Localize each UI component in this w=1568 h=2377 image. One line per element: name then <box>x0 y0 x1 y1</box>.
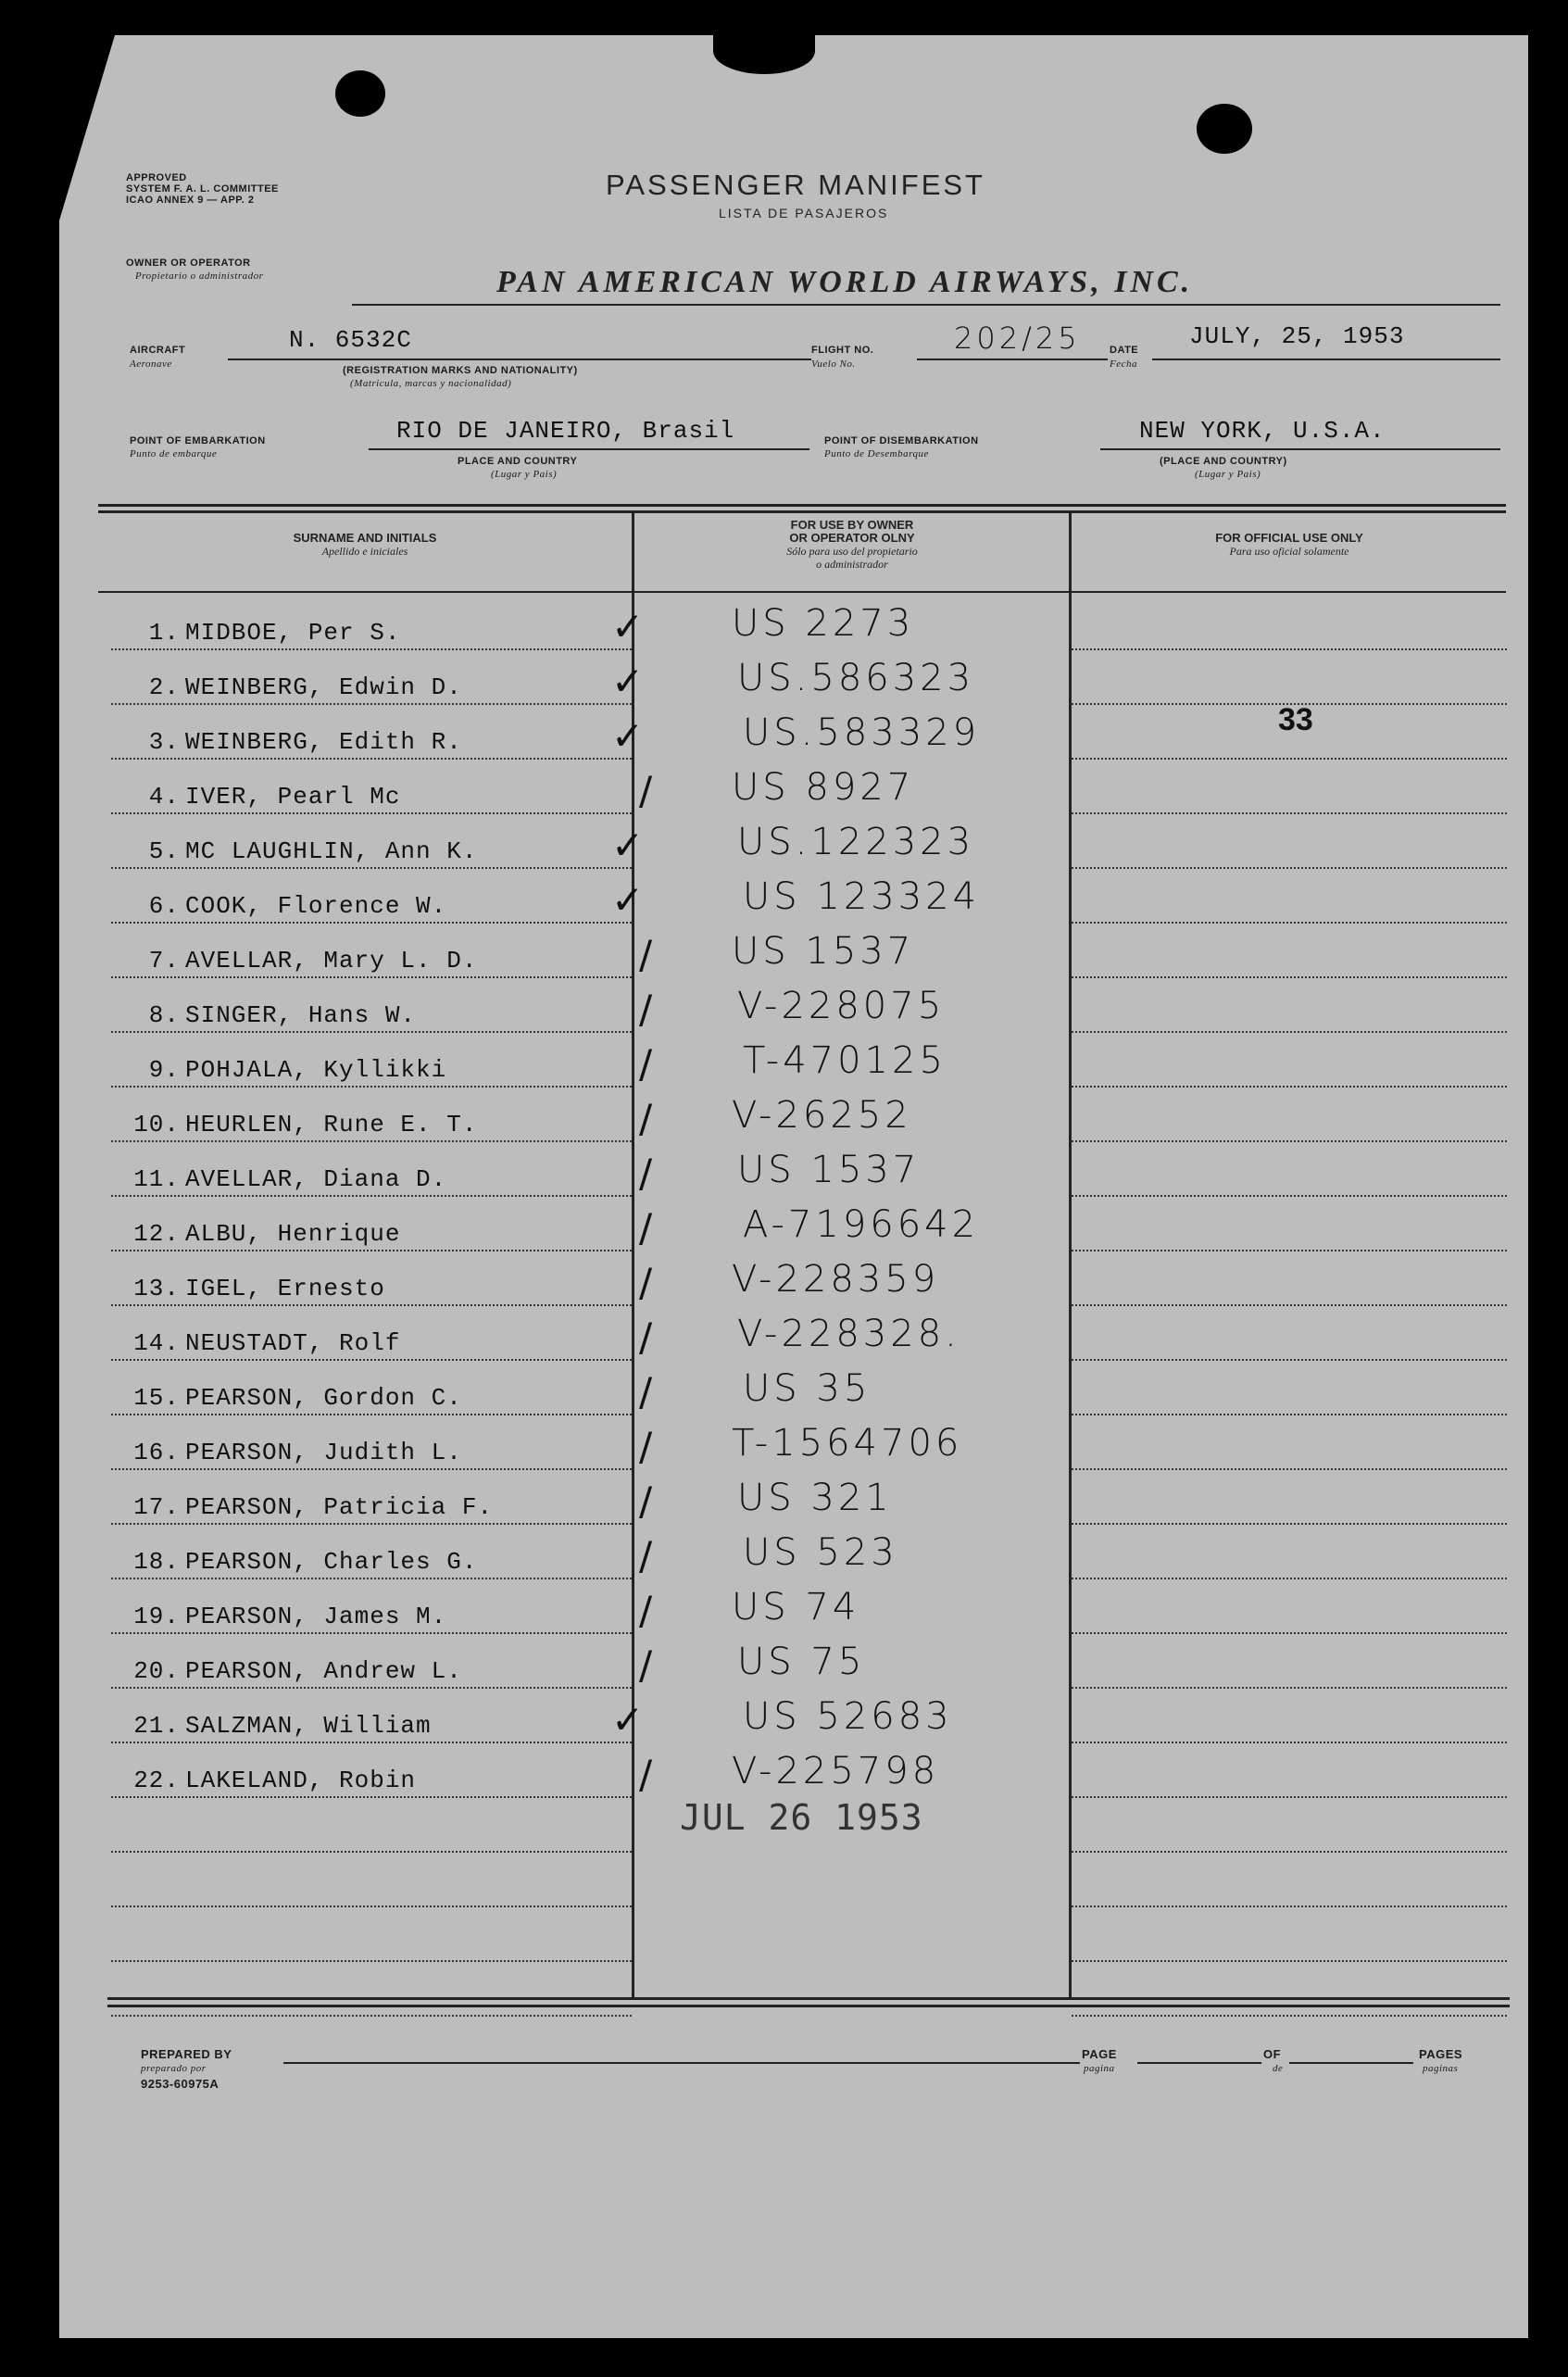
row-rule <box>111 1468 632 1470</box>
punch-hole-left <box>335 70 385 117</box>
official-mark: 33 <box>1278 702 1313 737</box>
passenger-name: SINGER, Hans W. <box>185 1001 417 1029</box>
check-mark: / <box>639 1151 653 1196</box>
aircraft-value: N. 6532C <box>289 326 412 354</box>
passenger-name: SALZMAN, William <box>185 1712 432 1740</box>
row-rule <box>111 976 632 978</box>
row-rule <box>111 1140 632 1142</box>
of-label: OF <box>1263 2047 1282 2061</box>
embarkation-label-es: Punto de embarque <box>130 448 218 459</box>
official-row-rule <box>1072 1304 1507 1306</box>
row-rule <box>111 1195 632 1197</box>
passenger-name: ALBU, Henrique <box>185 1220 401 1248</box>
official-row-rule <box>1072 1687 1507 1689</box>
document-number: US 74 <box>732 1586 860 1629</box>
row-rule <box>111 1851 632 1853</box>
passenger-name: MIDBOE, Per S. <box>185 619 401 647</box>
check-mark: ✓ <box>611 877 645 923</box>
disembarkation-label: POINT OF DISEMBARKATION <box>824 435 979 446</box>
row-number: 19. <box>133 1603 180 1630</box>
column-header-official-es: Para uso oficial solamente <box>1229 545 1349 558</box>
row-number: 3. <box>148 728 180 756</box>
row-rule <box>111 1632 632 1634</box>
column-header-name <box>98 532 632 558</box>
disembarkation-underline <box>1100 448 1500 450</box>
check-mark: / <box>639 1041 653 1087</box>
official-row-rule <box>1072 1851 1507 1853</box>
official-row-rule <box>1072 867 1507 869</box>
official-row-rule <box>1072 922 1507 924</box>
document-number: US.583329 <box>743 711 981 754</box>
table-top-rule-2 <box>98 510 1506 513</box>
passenger-name: NEUSTADT, Rolf <box>185 1329 401 1357</box>
check-mark: / <box>639 1588 653 1633</box>
row-rule <box>111 1414 632 1415</box>
prepared-by-underline <box>283 2062 1080 2064</box>
check-mark: / <box>639 768 653 813</box>
check-mark: / <box>639 1096 653 1141</box>
passenger-name: LAKELAND, Robin <box>185 1767 417 1794</box>
check-mark: / <box>639 1260 653 1305</box>
row-rule <box>111 1578 632 1579</box>
row-rule <box>111 1905 632 1907</box>
check-mark: ✓ <box>611 823 645 868</box>
company-name: PAN AMERICAN WORLD AIRWAYS, INC. <box>496 265 1194 299</box>
check-mark: ✓ <box>611 1697 645 1742</box>
owner-underline <box>352 304 1500 306</box>
official-row-rule <box>1072 1742 1507 1743</box>
row-rule <box>111 1359 632 1361</box>
embarkation-note: PLACE AND COUNTRY <box>458 456 578 467</box>
passenger-name: WEINBERG, Edwin D. <box>185 673 462 701</box>
official-row-rule <box>1072 1195 1507 1197</box>
row-number: 4. <box>148 783 180 811</box>
row-rule <box>111 1250 632 1251</box>
page-label: PAGE <box>1082 2047 1117 2061</box>
passenger-name: PEARSON, James M. <box>185 1603 447 1630</box>
official-row-rule <box>1072 2015 1507 2017</box>
page-label-es: pagina <box>1084 2063 1115 2074</box>
official-row-rule <box>1072 1796 1507 1798</box>
owner-label-es: Propietario o administrador <box>135 270 264 282</box>
official-row-rule <box>1072 1523 1507 1525</box>
torn-top <box>713 28 815 74</box>
prepared-by-label: PREPARED BY <box>141 2047 232 2061</box>
column-header-name-text: SURNAME AND INITIALS <box>293 531 437 545</box>
row-rule <box>111 1031 632 1033</box>
row-rule <box>111 648 632 650</box>
column-header-official <box>1072 532 1507 558</box>
row-number: 21. <box>133 1712 180 1740</box>
check-mark: / <box>639 1478 653 1524</box>
check-mark: / <box>639 1642 653 1688</box>
form-number: 9253-60975A <box>141 2077 220 2091</box>
row-number: 1. <box>148 619 180 647</box>
passenger-name: AVELLAR, Diana D. <box>185 1165 447 1193</box>
column-header-operator-line1: FOR USE BY OWNER <box>790 518 914 532</box>
disembarkation-label-es: Punto de Desembarque <box>824 448 929 459</box>
row-rule <box>111 2015 632 2017</box>
official-row-rule <box>1072 1414 1507 1415</box>
row-rule <box>111 758 632 760</box>
passenger-name: AVELLAR, Mary L. D. <box>185 947 478 975</box>
date-label: DATE <box>1110 345 1139 356</box>
date-label-es: Fecha <box>1110 358 1137 370</box>
official-row-rule <box>1072 1250 1507 1251</box>
row-number: 18. <box>133 1548 180 1576</box>
official-row-rule <box>1072 1359 1507 1361</box>
flight-label-es: Vuelo No. <box>811 358 856 370</box>
passenger-name: PEARSON, Charles G. <box>185 1548 478 1576</box>
row-rule <box>111 922 632 924</box>
disembarkation-note: (PLACE AND COUNTRY) <box>1160 456 1287 467</box>
check-mark: ✓ <box>611 659 645 704</box>
column-header-name-es: Apellido e iniciales <box>321 545 408 558</box>
row-number: 20. <box>133 1657 180 1685</box>
row-rule <box>111 1960 632 1962</box>
passenger-name: PEARSON, Patricia F. <box>185 1493 494 1521</box>
punch-hole-right <box>1197 104 1252 154</box>
column-header-operator-es1: Sólo para uso del propietario <box>786 545 918 558</box>
passenger-name: MC LAUGHLIN, Ann K. <box>185 837 478 865</box>
official-row-rule <box>1072 1960 1507 1962</box>
disembarkation-note-es: (Lugar y Pais) <box>1195 469 1261 480</box>
check-mark: / <box>639 1314 653 1360</box>
aircraft-note-es: (Matricula, marcas y nacionalidad) <box>350 378 512 389</box>
column-header-operator-es2: o administrador <box>816 558 888 571</box>
document-number: US 75 <box>737 1641 866 1683</box>
prepared-by-label-es: preparado por <box>141 2063 207 2074</box>
check-mark: / <box>639 1205 653 1251</box>
passenger-name: WEINBERG, Edith R. <box>185 728 462 756</box>
flight-label: FLIGHT NO. <box>811 345 874 356</box>
official-row-rule <box>1072 1086 1507 1088</box>
passenger-name: PEARSON, Judith L. <box>185 1439 462 1466</box>
check-mark: ✓ <box>611 604 645 649</box>
row-rule <box>111 1687 632 1689</box>
official-row-rule <box>1072 812 1507 814</box>
check-mark: / <box>639 1369 653 1415</box>
row-number: 15. <box>133 1384 180 1412</box>
passenger-name: COOK, Florence W. <box>185 892 447 920</box>
date-underline <box>1152 358 1500 360</box>
official-row-rule <box>1072 1140 1507 1142</box>
table-bottom-rule-2 <box>107 2005 1510 2007</box>
embarkation-value: RIO DE JANEIRO, Brasil <box>396 417 735 445</box>
document-number: T-1564706 <box>732 1422 963 1465</box>
row-rule <box>111 812 632 814</box>
passenger-name: IGEL, Ernesto <box>185 1275 385 1302</box>
official-row-rule <box>1072 976 1507 978</box>
document-number: US 8927 <box>732 766 915 809</box>
row-rule <box>111 1304 632 1306</box>
official-row-rule <box>1072 1905 1507 1907</box>
column-header-official-text: FOR OFFICIAL USE ONLY <box>1215 531 1363 545</box>
aircraft-label: AIRCRAFT <box>130 345 186 356</box>
embarkation-underline <box>369 448 809 450</box>
table-top-rule <box>98 504 1506 507</box>
owner-label: OWNER OR OPERATOR <box>126 258 251 269</box>
document-number: US 321 <box>737 1477 893 1519</box>
table-bottom-rule <box>107 1997 1510 2000</box>
document-number: T-470125 <box>743 1039 947 1082</box>
document-number: US 523 <box>743 1531 898 1574</box>
passenger-name: HEURLEN, Rune E. T. <box>185 1111 478 1138</box>
embarkation-note-es: (Lugar y Pais) <box>491 469 558 480</box>
official-row-rule <box>1072 648 1507 650</box>
row-number: 16. <box>133 1439 180 1466</box>
row-rule <box>111 1796 632 1798</box>
check-mark: / <box>639 1752 653 1797</box>
approval-line: APPROVED <box>126 172 187 183</box>
row-rule <box>111 1086 632 1088</box>
aircraft-underline <box>228 358 811 360</box>
row-number: 9. <box>148 1056 180 1084</box>
row-number: 13. <box>133 1275 180 1302</box>
row-number: 12. <box>133 1220 180 1248</box>
document-number: US 2273 <box>732 602 915 645</box>
row-number: 10. <box>133 1111 180 1138</box>
row-number: 14. <box>133 1329 180 1357</box>
aircraft-label-es: Aeronave <box>130 358 172 370</box>
document-number: US 52683 <box>743 1695 953 1738</box>
embarkation-label: POINT OF EMBARKATION <box>130 435 266 446</box>
page-subtitle: LISTA DE PASAJEROS <box>719 206 889 220</box>
document-number: A-7196642 <box>743 1203 980 1246</box>
document-number: V-228328. <box>737 1313 960 1355</box>
pages-label: PAGES <box>1419 2047 1463 2061</box>
row-rule <box>111 867 632 869</box>
document-number: US 123324 <box>743 875 981 918</box>
page-underline <box>1137 2062 1261 2064</box>
row-number: 17. <box>133 1493 180 1521</box>
official-row-rule <box>1072 1632 1507 1634</box>
document-number: US 1537 <box>737 1149 921 1191</box>
of-label-es: de <box>1273 2063 1284 2074</box>
pages-label-es: paginas <box>1423 2063 1459 2074</box>
document-number: US.122323 <box>737 821 975 863</box>
flight-value: 202/25 <box>954 321 1081 356</box>
row-number: 11. <box>133 1165 180 1193</box>
passenger-name: PEARSON, Gordon C. <box>185 1384 462 1412</box>
column-divider-2 <box>1069 513 1072 1997</box>
document-number: V-228359 <box>732 1258 940 1301</box>
document-number: V-26252 <box>732 1094 912 1137</box>
document-number: US.586323 <box>737 657 975 699</box>
approval-line: ICAO ANNEX 9 — APP. 2 <box>126 195 255 206</box>
check-mark: / <box>639 987 653 1032</box>
torn-corner <box>59 35 115 220</box>
check-mark: / <box>639 932 653 977</box>
approval-block <box>126 172 279 206</box>
check-mark: ✓ <box>611 713 645 759</box>
document-number: US 35 <box>743 1367 872 1410</box>
page-title: PASSENGER MANIFEST <box>606 169 985 201</box>
row-number: 22. <box>133 1767 180 1794</box>
column-header-operator <box>634 519 1070 571</box>
official-row-rule <box>1072 1031 1507 1033</box>
aircraft-note: (REGISTRATION MARKS AND NATIONALITY) <box>343 365 578 376</box>
row-rule <box>111 703 632 705</box>
approval-line: SYSTEM F. A. L. COMMITTEE <box>126 183 279 195</box>
passenger-name: IVER, Pearl Mc <box>185 783 401 811</box>
header-bottom-rule <box>98 591 1506 593</box>
disembarkation-value: NEW YORK, U.S.A. <box>1139 417 1386 445</box>
row-rule <box>111 1523 632 1525</box>
row-number: 6. <box>148 892 180 920</box>
row-rule <box>111 1742 632 1743</box>
column-header-operator-line2: OR OPERATOR OLNY <box>789 531 915 545</box>
flight-underline <box>917 358 1108 360</box>
date-stamp: JUL 26 1953 <box>680 1797 923 1838</box>
official-row-rule <box>1072 1468 1507 1470</box>
document-number: US 1537 <box>732 930 915 973</box>
check-mark: / <box>639 1533 653 1578</box>
row-number: 5. <box>148 837 180 865</box>
passenger-name: POHJALA, Kyllikki <box>185 1056 447 1084</box>
pages-underline <box>1289 2062 1413 2064</box>
row-number: 7. <box>148 947 180 975</box>
date-value: JULY, 25, 1953 <box>1189 322 1405 350</box>
row-number: 2. <box>148 673 180 701</box>
official-row-rule <box>1072 1578 1507 1579</box>
document-number: V-225798 <box>732 1750 940 1792</box>
passenger-name: PEARSON, Andrew L. <box>185 1657 462 1685</box>
document-number: V-228075 <box>737 985 946 1027</box>
row-number: 8. <box>148 1001 180 1029</box>
check-mark: / <box>639 1424 653 1469</box>
official-row-rule <box>1072 758 1507 760</box>
